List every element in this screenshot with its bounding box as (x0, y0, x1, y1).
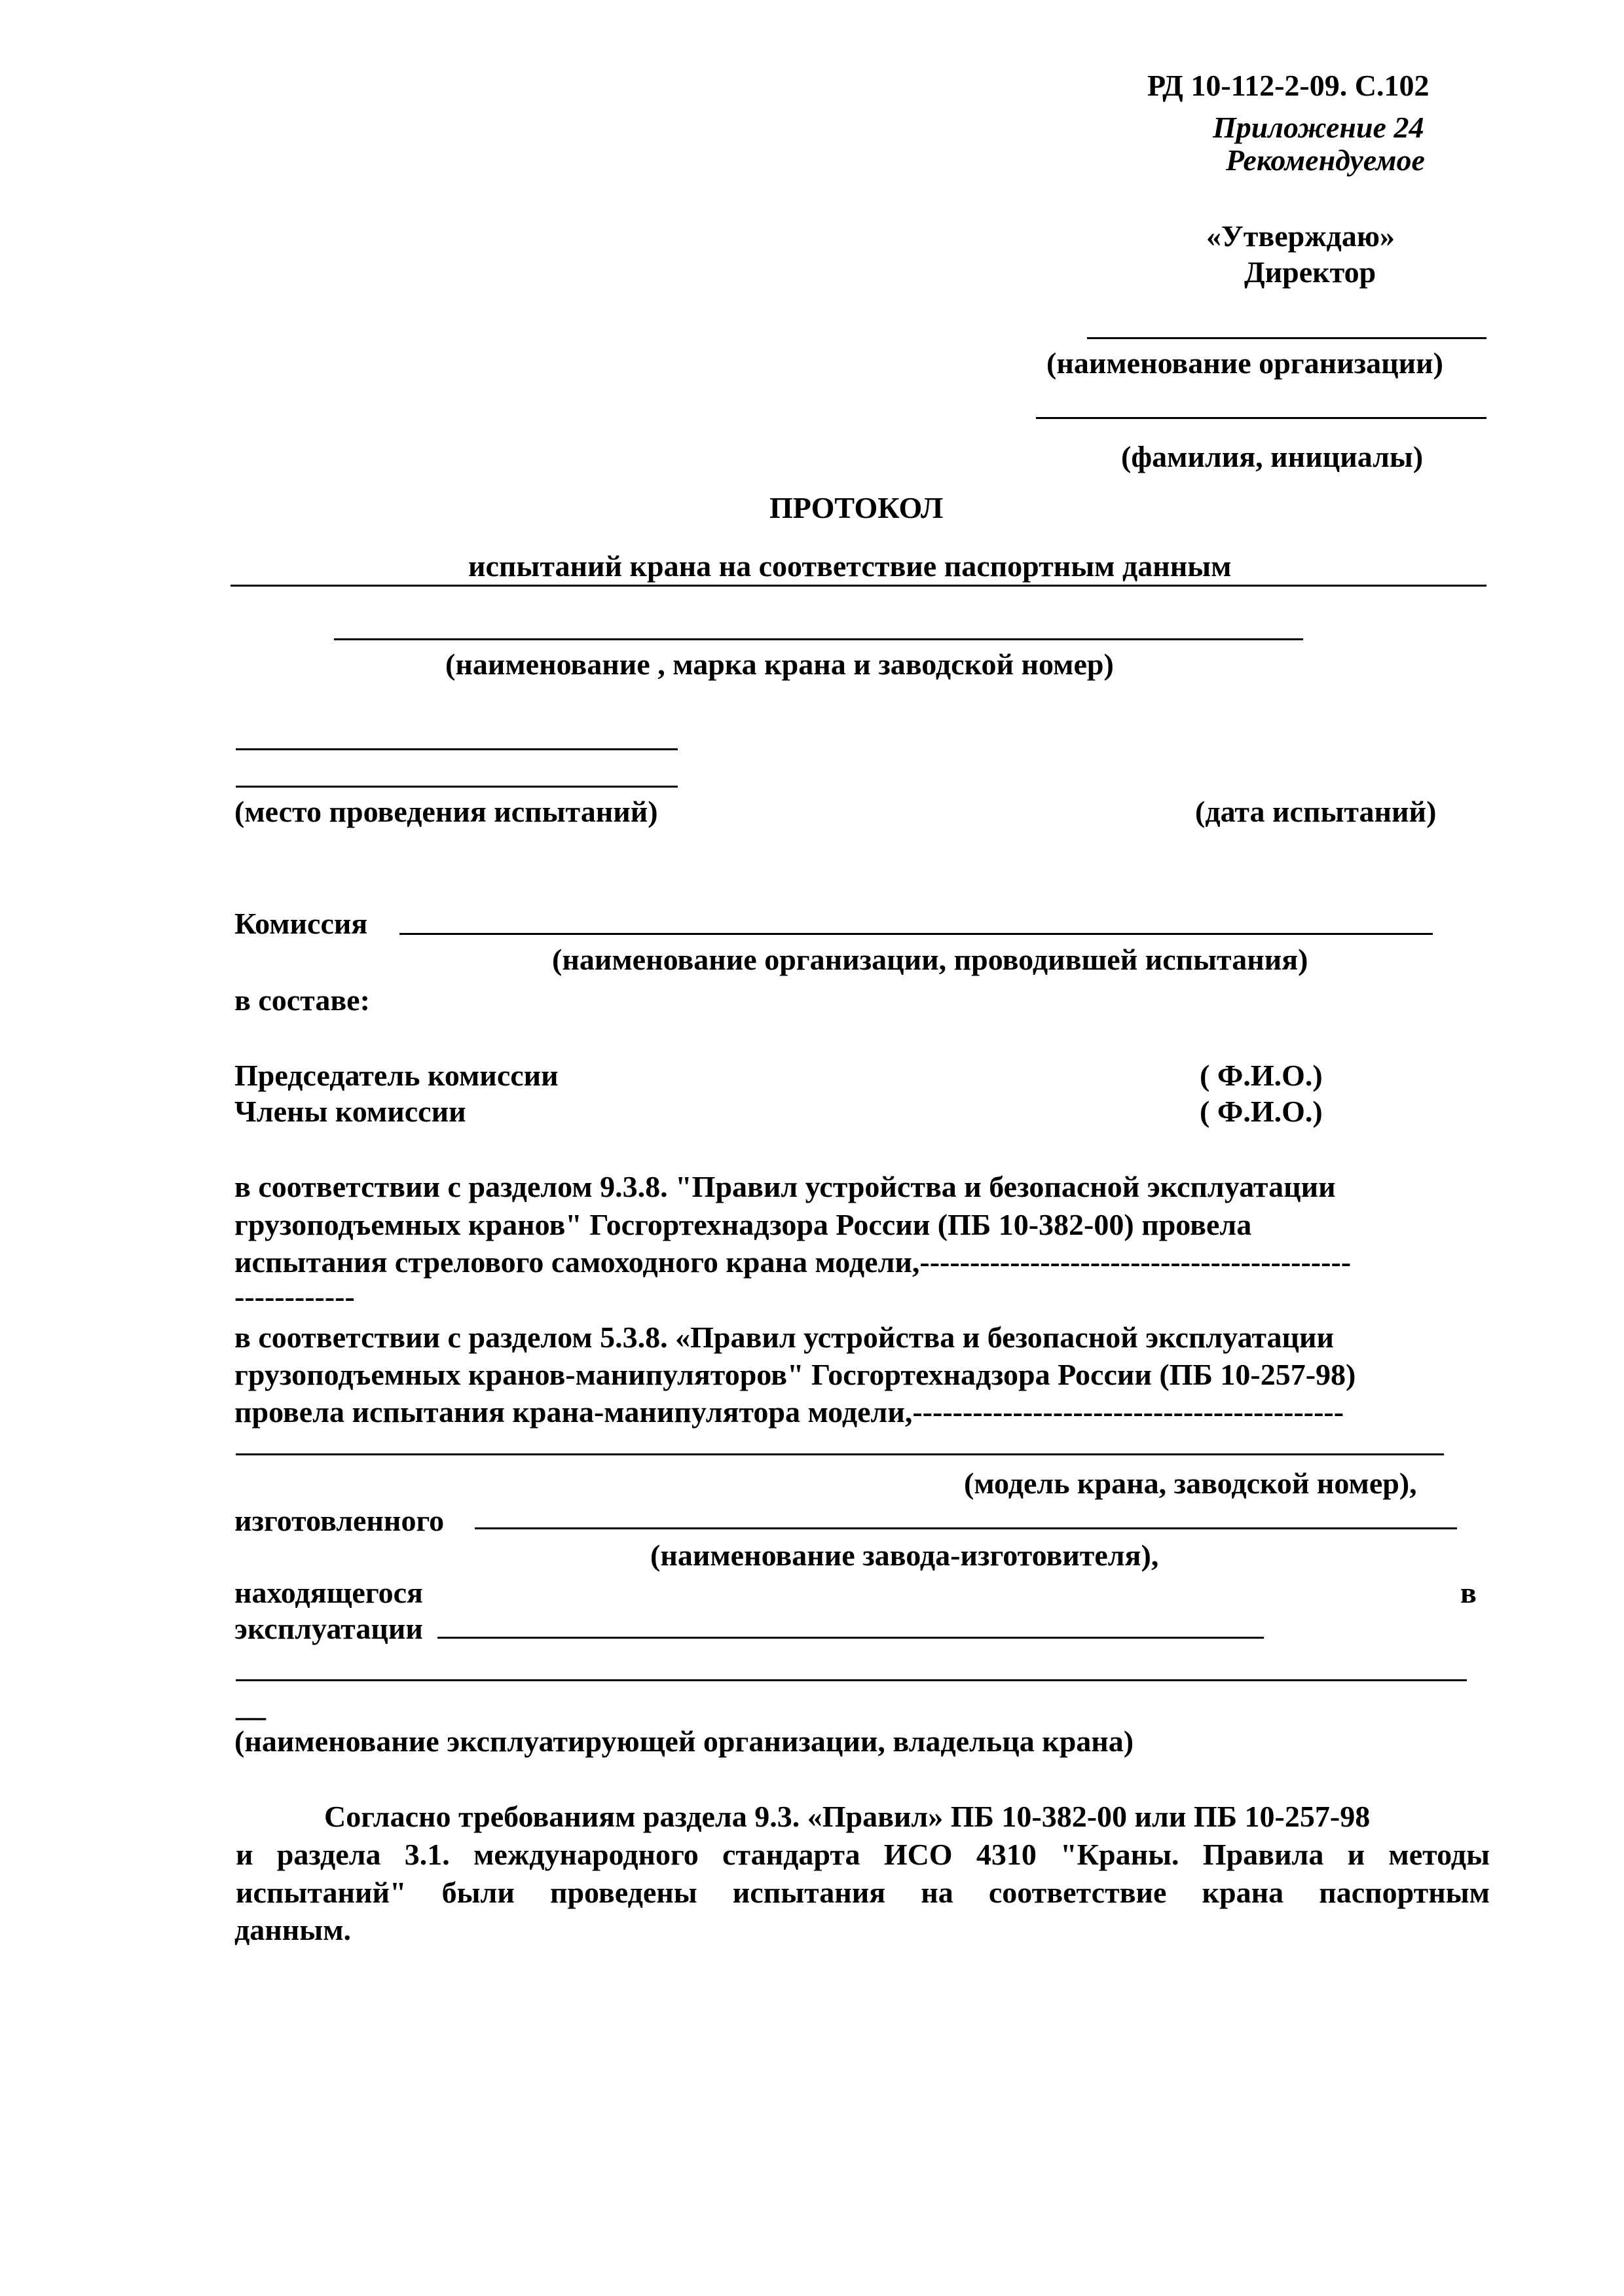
final-para-line2: и раздела 3.1. международного стандарта ИСО 4310 "Краны. Правила и методы (236, 1838, 1490, 1871)
located-label: находящегося (234, 1576, 423, 1609)
date-caption: (дата испытаний) (1195, 795, 1437, 828)
composition-label: в составе: (234, 983, 370, 1017)
place-line-1 (236, 748, 678, 750)
para1-line2: грузоподъемных кранов" Госгортехнадзора России (ПБ 10-382-00) провела (234, 1208, 1252, 1241)
final-para-line1: Согласно требованиям раздела 9.3. «Правил» ПБ 10-382-00 или ПБ 10-257-98 (324, 1800, 1371, 1833)
crane-name-line (334, 638, 1303, 640)
place-line-2 (236, 786, 678, 788)
org-name-caption: (наименование организации) (1046, 346, 1443, 380)
director-label: Директор (1244, 255, 1376, 289)
para1-line3: испытания стрелового самоходного крана модели,------------------------------------------- (234, 1245, 1352, 1279)
commission-caption: (наименование организации, проводившей испытания) (552, 943, 1308, 976)
chairman-fio: ( Ф.И.О.) (1200, 1059, 1323, 1092)
owner-line (236, 1679, 1467, 1681)
recommended-label: Рекомендуемое (1226, 143, 1425, 177)
final-para-line4: данным. (234, 1913, 352, 1946)
approve-label: «Утверждаю» (1206, 219, 1395, 253)
crane-name-caption: (наименование , марка крана и заводской номер) (445, 647, 1114, 681)
commission-line (399, 933, 1433, 935)
owner-caption: (наименование эксплуатирующей организации, владельца крана) (234, 1724, 1134, 1758)
document-title: ПРОТОКОЛ (769, 491, 944, 524)
model-caption: (модель крана, заводской номер), (964, 1467, 1417, 1500)
appendix-number: Приложение 24 (1213, 111, 1424, 144)
manufacturer-caption: (наименование завода-изготовителя), (650, 1539, 1159, 1572)
para2-line2: грузоподъемных кранов-манипуляторов" Госгортехнадзора России (ПБ 10-257-98) (234, 1358, 1356, 1391)
manufactured-label: изготовленного (234, 1504, 445, 1537)
subtitle-underline (231, 585, 1486, 587)
operation-line (437, 1637, 1264, 1639)
commission-label: Комиссия (234, 907, 368, 940)
name-signature-line (1036, 417, 1486, 419)
org-signature-line (1087, 337, 1486, 339)
document-reference: РД 10-112-2-09. С.102 (1147, 69, 1430, 102)
chairman-label: Председатель комиссии (234, 1059, 559, 1092)
operation-label: эксплуатации (234, 1612, 423, 1645)
members-fio: ( Ф.И.О.) (1200, 1095, 1323, 1128)
stray-dash: __ (236, 1689, 266, 1722)
members-label: Члены комиссии (234, 1095, 466, 1128)
name-caption: (фамилия, инициалы) (1121, 440, 1424, 473)
para2-line1: в соответствии с разделом 5.3.8. «Правил устройства и безопасной эксплуатации (234, 1321, 1335, 1354)
model-line (236, 1453, 1444, 1455)
final-para-line3: испытаний" были проведены испытания на соответствие крана паспортным (236, 1876, 1490, 1909)
manufacturer-line (475, 1527, 1457, 1529)
para2-line3: провела испытания крана-манипулятора модели,------------------------------------------- (234, 1395, 1344, 1429)
document-subtitle: испытаний крана на соответствие паспортным данным (468, 549, 1232, 583)
place-caption: (место проведения испытаний) (234, 795, 658, 828)
para1-line1: в соответствии с разделом 9.3.8. "Правил устройства и безопасной эксплуатации (234, 1170, 1336, 1203)
located-in-word: в (1460, 1576, 1477, 1609)
para1-line4: ------------ (234, 1280, 355, 1313)
